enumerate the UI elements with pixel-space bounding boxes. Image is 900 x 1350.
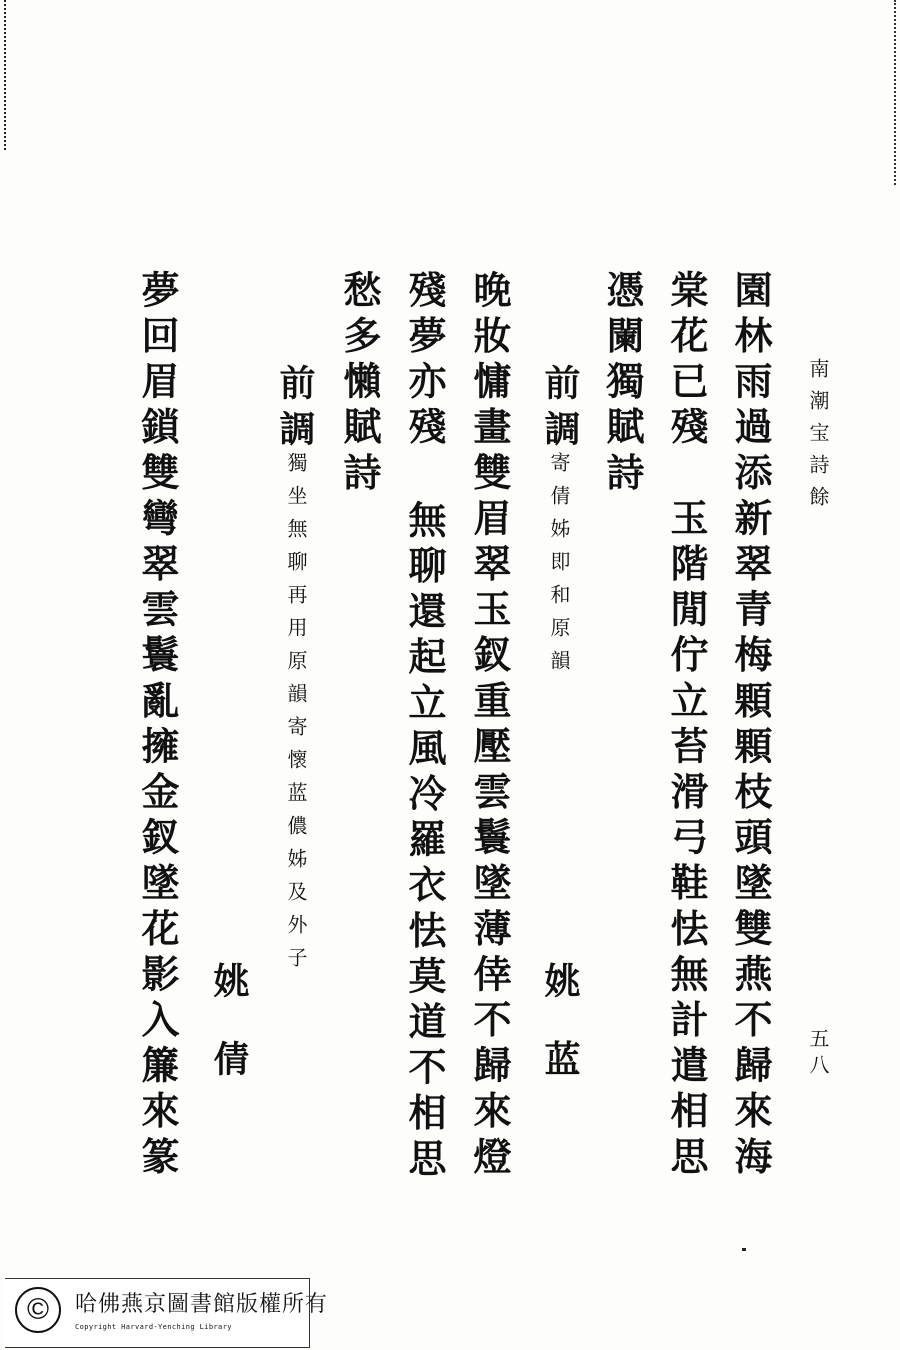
poem2-line4: 愁多懶賦詩 [337,270,382,498]
poem2-note: 寄倩姊即和原韻 [547,452,571,683]
poem1-line1: 園林雨過添新翠青梅顆顆枝頭墜雙燕不歸來海 [728,270,773,1182]
poem3-heading: 前調 [274,364,316,456]
poem2-author: 姚蓝 [539,962,581,1118]
ink-speck [742,1248,746,1251]
poem1-line3: 憑闌獨賦詩 [600,270,645,498]
poem2-line1: 晚妝慵畫雙眉翠玉釵重壓雲鬟墜薄倖不歸來燈 [467,270,512,1182]
poem3-note: 獨坐無聊再用原韻寄懷蓝儂姊及外子 [284,452,308,980]
copyright-stamp [5,1278,329,1348]
page-edge-left [4,0,8,150]
poem2-heading: 前調 [539,364,581,456]
page-edge-right [892,0,896,185]
poem2-line3: 無聊還起立風冷羅衣怯莫道不相思 [402,500,447,1184]
poem3-author: 姚倩 [208,962,250,1118]
poem1-line2: 棠花已殘 玉階閒佇立苔滑弓鞋怯無計遣相思 [664,270,709,1182]
poem3-line1: 夢回眉鎖雙彎翠雲鬟亂擁金釵墜花影入簾來篆 [135,270,180,1182]
library-name: 哈佛燕京圖書館版權所有 [75,1292,329,1317]
copyright-text: Copyright Harvard-Yenching Library [75,1323,232,1331]
poem2-line2: 殘夢亦殘 [402,270,447,453]
copyright-icon: © [15,1287,61,1333]
running-title: 南潮宝詩餘 [806,358,830,518]
page-number: 五八 [806,1028,830,1080]
